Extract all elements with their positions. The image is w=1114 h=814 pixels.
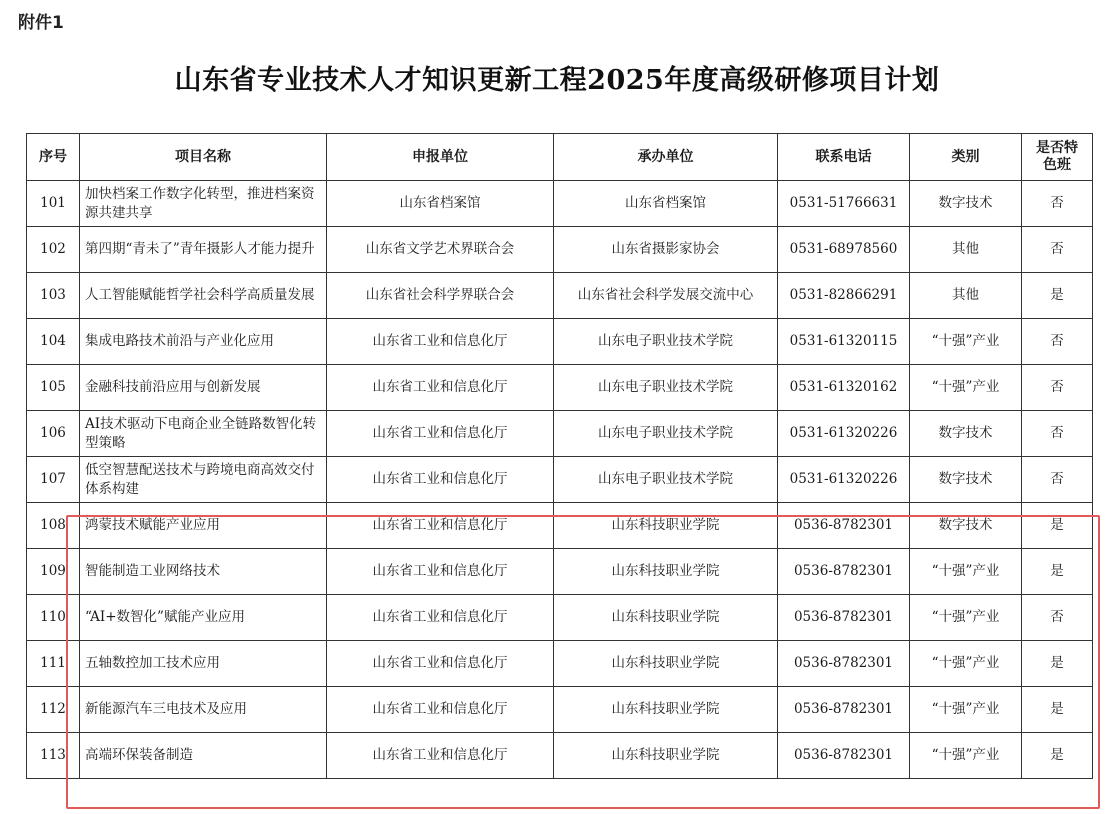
table-row: [27, 319, 1093, 365]
cell-no: 106: [27, 411, 80, 457]
cell-organizer: 山东科技职业学院: [554, 641, 778, 687]
cell-phone: 0531-68978560: [778, 227, 910, 273]
document-title: 山东省专业技术人才知识更新工程2025年度高级研修项目计划: [174, 65, 940, 96]
cell-special-class: 是: [1022, 733, 1093, 779]
cell-project-name: “AI+数智化”赋能产业应用: [80, 595, 327, 641]
table-row: [27, 733, 1093, 779]
cell-special-class: 否: [1022, 595, 1093, 641]
cell-applicant: 山东省工业和信息化厅: [327, 641, 554, 687]
table-row: [27, 457, 1093, 503]
cell-organizer: 山东省摄影家协会: [554, 227, 778, 273]
cell-organizer: 山东省档案馆: [554, 181, 778, 227]
table-row: [27, 641, 1093, 687]
cell-no: 103: [27, 273, 80, 319]
cell-phone: 0531-61320162: [778, 365, 910, 411]
table-row: [27, 411, 1093, 457]
cell-organizer: 山东电子职业技术学院: [554, 319, 778, 365]
cell-special-class: 否: [1022, 227, 1093, 273]
cell-organizer: 山东电子职业技术学院: [554, 365, 778, 411]
cell-applicant: 山东省工业和信息化厅: [327, 411, 554, 457]
cell-special-class: 否: [1022, 365, 1093, 411]
table-header-row: [27, 134, 1093, 181]
cell-phone: 0536-8782301: [778, 687, 910, 733]
table-row: [27, 365, 1093, 411]
cell-category: “十强”产业: [910, 319, 1022, 365]
cell-applicant: 山东省工业和信息化厅: [327, 503, 554, 549]
cell-organizer: 山东电子职业技术学院: [554, 457, 778, 503]
cell-no: 109: [27, 549, 80, 595]
cell-project-name: 智能制造工业网络技术: [80, 549, 327, 595]
cell-project-name: 第四期“青未了”青年摄影人才能力提升: [80, 227, 327, 273]
cell-project-name: 加快档案工作数字化转型，推进档案资源共建共享: [80, 181, 327, 227]
header-phone: 联系电话: [778, 134, 910, 181]
cell-organizer: 山东科技职业学院: [554, 595, 778, 641]
cell-no: 108: [27, 503, 80, 549]
table-row: [27, 503, 1093, 549]
cell-category: “十强”产业: [910, 733, 1022, 779]
attachment-label: 附件1: [18, 13, 64, 33]
cell-phone: 0536-8782301: [778, 641, 910, 687]
project-plan-table: [26, 133, 1093, 779]
table-row: [27, 595, 1093, 641]
cell-phone: 0531-61320115: [778, 319, 910, 365]
table-row: [27, 687, 1093, 733]
cell-phone: 0531-51766631: [778, 181, 910, 227]
cell-phone: 0531-61320226: [778, 457, 910, 503]
cell-special-class: 是: [1022, 687, 1093, 733]
cell-project-name: 人工智能赋能哲学社会科学高质量发展: [80, 273, 327, 319]
header-applicant: 申报单位: [327, 134, 554, 181]
cell-special-class: 是: [1022, 549, 1093, 595]
cell-applicant: 山东省工业和信息化厅: [327, 733, 554, 779]
cell-organizer: 山东科技职业学院: [554, 503, 778, 549]
header-organizer: 承办单位: [554, 134, 778, 181]
cell-project-name: 低空智慧配送技术与跨境电商高效交付体系构建: [80, 457, 327, 503]
cell-category: “十强”产业: [910, 687, 1022, 733]
cell-phone: 0536-8782301: [778, 733, 910, 779]
cell-category: 其他: [910, 273, 1022, 319]
cell-no: 104: [27, 319, 80, 365]
cell-no: 111: [27, 641, 80, 687]
cell-category: 其他: [910, 227, 1022, 273]
cell-project-name: 高端环保装备制造: [80, 733, 327, 779]
cell-special-class: 是: [1022, 273, 1093, 319]
cell-project-name: 五轴数控加工技术应用: [80, 641, 327, 687]
cell-organizer: 山东省社会科学发展交流中心: [554, 273, 778, 319]
cell-category: 数字技术: [910, 181, 1022, 227]
cell-project-name: 新能源汽车三电技术及应用: [80, 687, 327, 733]
cell-phone: 0536-8782301: [778, 595, 910, 641]
header-project-name: 项目名称: [80, 134, 327, 181]
cell-category: “十强”产业: [910, 365, 1022, 411]
cell-phone: 0536-8782301: [778, 503, 910, 549]
cell-no: 113: [27, 733, 80, 779]
cell-project-name: 金融科技前沿应用与创新发展: [80, 365, 327, 411]
cell-phone: 0531-82866291: [778, 273, 910, 319]
cell-special-class: 否: [1022, 181, 1093, 227]
cell-applicant: 山东省工业和信息化厅: [327, 457, 554, 503]
cell-phone: 0536-8782301: [778, 549, 910, 595]
cell-applicant: 山东省工业和信息化厅: [327, 365, 554, 411]
cell-organizer: 山东电子职业技术学院: [554, 411, 778, 457]
cell-special-class: 否: [1022, 457, 1093, 503]
cell-category: “十强”产业: [910, 549, 1022, 595]
cell-special-class: 否: [1022, 411, 1093, 457]
cell-organizer: 山东科技职业学院: [554, 733, 778, 779]
header-no: 序号: [27, 134, 80, 181]
cell-no: 102: [27, 227, 80, 273]
cell-special-class: 否: [1022, 319, 1093, 365]
cell-category: 数字技术: [910, 411, 1022, 457]
cell-organizer: 山东科技职业学院: [554, 687, 778, 733]
cell-organizer: 山东科技职业学院: [554, 549, 778, 595]
cell-special-class: 是: [1022, 641, 1093, 687]
cell-no: 101: [27, 181, 80, 227]
cell-project-name: 鸿蒙技术赋能产业应用: [80, 503, 327, 549]
table-row: [27, 273, 1093, 319]
cell-applicant: 山东省工业和信息化厅: [327, 319, 554, 365]
table-row: [27, 181, 1093, 227]
cell-project-name: 集成电路技术前沿与产业化应用: [80, 319, 327, 365]
cell-no: 110: [27, 595, 80, 641]
table-row: [27, 227, 1093, 273]
cell-no: 105: [27, 365, 80, 411]
cell-applicant: 山东省工业和信息化厅: [327, 595, 554, 641]
table-row: [27, 549, 1093, 595]
cell-no: 112: [27, 687, 80, 733]
cell-applicant: 山东省社会科学界联合会: [327, 273, 554, 319]
cell-category: 数字技术: [910, 457, 1022, 503]
cell-applicant: 山东省文学艺术界联合会: [327, 227, 554, 273]
cell-category: 数字技术: [910, 503, 1022, 549]
cell-phone: 0531-61320226: [778, 411, 910, 457]
header-category: 类别: [910, 134, 1022, 181]
cell-no: 107: [27, 457, 80, 503]
header-special-class: 是否特色班: [1022, 134, 1093, 181]
cell-category: “十强”产业: [910, 595, 1022, 641]
cell-project-name: AI技术驱动下电商企业全链路数智化转型策略: [80, 411, 327, 457]
cell-special-class: 是: [1022, 503, 1093, 549]
cell-category: “十强”产业: [910, 641, 1022, 687]
cell-applicant: 山东省工业和信息化厅: [327, 549, 554, 595]
cell-applicant: 山东省档案馆: [327, 181, 554, 227]
cell-applicant: 山东省工业和信息化厅: [327, 687, 554, 733]
